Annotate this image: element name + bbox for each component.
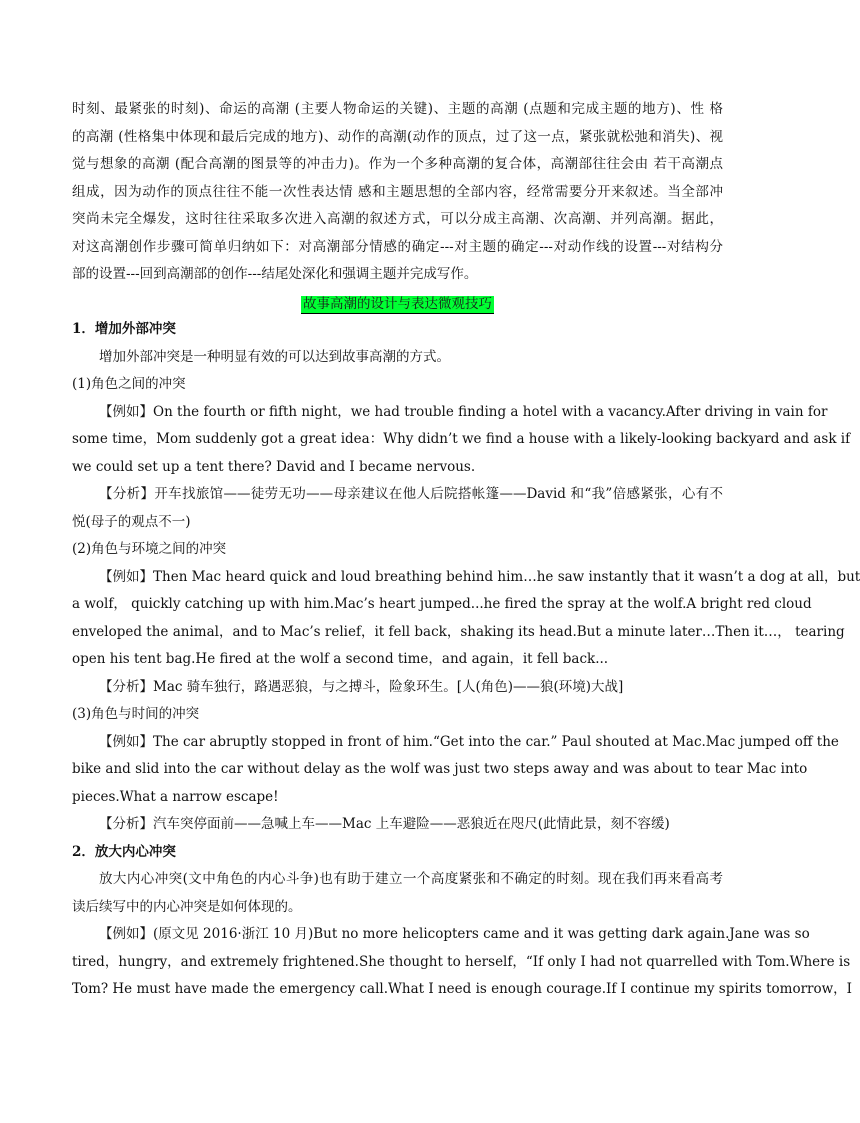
example-line: 【例如】Then Mac heard quick and loud breathing behind him…he saw instantly that it wasn’t a dog at all，but [99,568,860,585]
heading-add-external-conflict: 1．增加外部冲突 [72,321,176,337]
example-line: bike and slid into the car without delay as the wolf was just two steps away and was about to tear Mac into [72,761,808,777]
analysis-line: 悦(母子的观点不一) [72,513,191,530]
paragraph-line: 时刻、最紧张的时刻)、命运的高潮 (主要人物命运的关键)、主题的高潮 (点题和完成主题的地方)、性 格 [72,101,723,117]
example-line: 【例如】On the fourth or fifth night，we had trouble finding a hotel with a vacancy.After driving in vain for [99,403,828,420]
paragraph-line: 觉与想象的高潮 (配合高潮的图景等的冲击力)。作为一个多种高潮的复合体，高潮部往往会由 若干高潮点 [72,156,723,172]
example-line: tired，hungry，and extremely frightened.She thought to herself，“If only I had not quarrelled with Tom.Where is [72,953,851,970]
subheading: (3)角色与时间的冲突 [72,706,200,722]
paragraph-line: 的高潮 (性格集中体现和最后完成的地方)、动作的高潮(动作的顶点，过了这一点，紧张就松弛和消失)、视 [72,128,723,145]
paragraph-line: 增加外部冲突是一种明显有效的可以达到故事高潮的方式。 [99,348,450,365]
section-title [72,289,723,317]
example-line: open his tent bag.He fired at the wolf a second time，and again，it fell back... [72,651,609,667]
paragraph-line: 组成，因为动作的顶点往往不能一次性表达情 感和主题思想的全部内容，经常需要分开来叙述。当全部冲 [72,183,723,200]
paragraph-line: 部的设置---回到高潮部的创作---结尾处深化和强调主题并完成写作。 [72,266,478,282]
example-line: 【例如】(原文见 2016·浙江 10 月)But no more helicopters came and it was getting dark again.Jane was so [99,926,810,942]
analysis-line: 【分析】汽车突停面前——急喊上车——Mac 上车避险——恶狼近在咫尺(此情此景，刻不容缓) [99,816,670,832]
paragraph-line: 突尚未完全爆发，这时往往采取多次进入高潮的叙述方式，可以分成主高潮、次高潮、并列高潮。据此， [72,211,723,227]
subheading: (1)角色之间的冲突 [72,376,186,392]
analysis-line: 【分析】Mac 骑车独行，路遇恶狼，与之搏斗，险象环生。[人(角色)——狼(环境)大战] [99,678,624,695]
example-line: Tom? He must have made the emergency call.What I need is enough courage.If I continue my spirits tomorrow，I [72,981,853,997]
subheading: (2)角色与环境之间的冲突 [72,541,227,557]
paragraph-line: 放大内心冲突(文中角色的内心斗争)也有助于建立一个高度紧张和不确定的时刻。现在我们再来看高考 [99,871,723,887]
example-line: we could set up a tent there? David and I became nervous. [72,458,476,475]
heading-amplify-inner-conflict: 2．放大内心冲突 [72,843,176,860]
example-line: some time，Mom suddenly got a great idea：Why didn’t we find a house with a likely-looking backyard and ask if [72,431,851,447]
paragraph-line: 对这高潮创作步骤可简单归纳如下：对高潮部分情感的确定---对主题的确定---对动作线的设置---对结构分 [72,238,723,255]
paragraph-line: 读后续写中的内心冲突是如何体现的。 [72,898,302,915]
example-line: pieces.What a narrow escape! [72,788,279,805]
example-line: enveloped the animal，and to Mac’s relief，it fell back，shaking its head.But a minute later…Then it…， tearing [72,623,845,640]
document-page [72,96,860,1004]
analysis-line: 【分析】开车找旅馆——徒劳无功——母亲建议在他人后院搭帐篷——David 和“我”倍感紧张，心有不 [99,486,723,502]
example-line: 【例如】The car abruptly stopped in front of him.“Get into the car.” Paul shouted at Mac.Mac jumped off the [99,733,839,750]
section-title-text: 故事高潮的设计与表达微观技巧 [303,295,492,312]
example-line: a wolf， quickly catching up with him.Mac’s heart jumped...he fired the spray at the wolf.A bright red cloud [72,596,812,612]
